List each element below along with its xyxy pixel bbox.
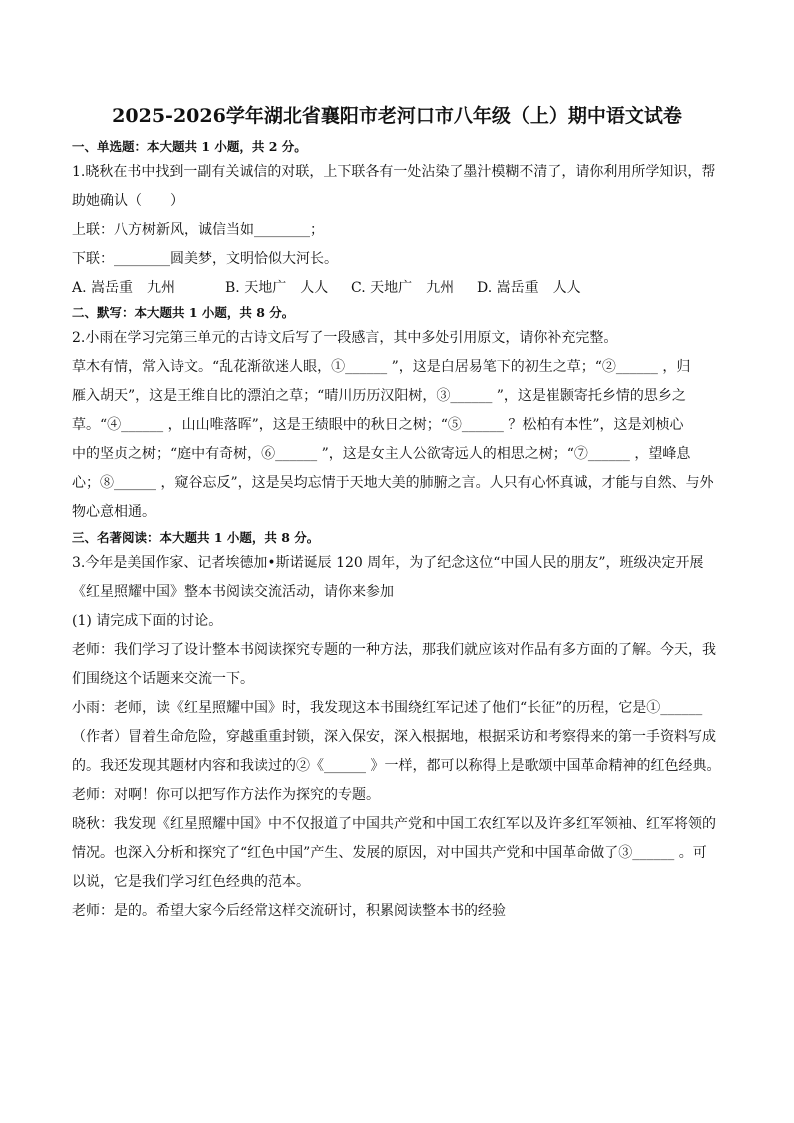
question-3-line: 3.今年是美国作家、记者埃德加•斯诺诞辰 120 周年，为了纪念这位“中国人民的朋友”，班级决定开展 [72,555,704,571]
question-2-line: 草木有情，常入诗文。“乱花渐欲迷人眼，①______ ”，这是白居易笔下的初生之草；“②______ ，归 [72,359,691,375]
section-heading-classic-reading: 三、名著阅读：本大题共 1 小题，共 8 分。 [72,530,320,545]
question-3-line: （作者）冒着生命危险，穿越重重封锁，深入保安，深入根据地，根据采访和考察得来的第一手资料写成 [72,729,716,745]
question-1-options [72,274,722,302]
question-1-stem-cont: 助她确认（ ） [72,193,184,209]
question-3-line: 小雨：老师，读《红星照耀中国》时，我发现这本书围绕红军记述了他们“长征”的历程，它是①______ [72,700,703,716]
question-3-line: 老师：我们学习了设计整本书阅读探究专题的一种方法，那我们就应该对作品有多方面的了解。今天，我 [72,642,716,658]
question-3-line: 们围绕这个话题来交流一下。 [72,671,254,687]
question-3-line: (1) 请完成下面的讨论。 [72,613,223,629]
question-2-line: 2.小雨在学习完第三单元的古诗文后写了一段感言，其中多处引用原文，请你补充完整。 [72,330,618,346]
exam-page [72,102,722,926]
question-3-line: 以说，它是我们学习红色经典的范本。 [72,874,310,890]
couplet-lower: 下联：________圆美梦，文明恰似大河长。 [72,251,338,267]
question-1-stem: 1.晓秋在书中找到一副有关诚信的对联，上下联各有一处沾染了墨汁模糊不清了，请你利用所学知识，帮 [72,164,716,180]
option-a[interactable]: A. 嵩岳重 九州 [72,280,176,296]
question-3-line: 情况。也深入分析和探究了“红色中国”产生、发展的原因，对中国共产党和中国革命做了③______ 。可 [72,845,707,861]
section-heading-single-choice: 一、单选题：本大题共 1 小题，共 2 分。 [72,139,307,154]
question-2-line: 物心意相通。 [72,504,156,520]
question-2-line: 心；⑧______ ，窥谷忘反”，这是吴均忘情于天地大美的肺腑之言。人只有心怀真诚，才能与自然、与外 [72,475,714,491]
exam-title: 2025-2026学年湖北省襄阳市老河口市八年级（上）期中语文试卷 [112,105,682,127]
question-3-line: 晓秋：我发现《红星照耀中国》中不仅报道了中国共产党和中国工农红军以及许多红军领袖、红军将领的 [72,816,716,832]
question-2-line: 中的坚贞之树；“庭中有奇树，⑥______ ”，这是女主人公欲寄远人的相思之树；“⑦______ ，望峰息 [72,446,691,462]
option-b[interactable]: B. 天地广 人人 [225,280,329,296]
question-3-line: 的。我还发现其题材内容和我读过的②《______ 》一样，都可以称得上是歌颂中国革命精神的红色经典。 [72,758,721,774]
question-2-line: 草。“④______ ，山山唯落晖”，这是王绩眼中的秋日之树；“⑤______ ？松柏有本性”，这是刘桢心 [72,417,684,433]
question-3-line: 老师：对啊！你可以把写作方法作为探究的专题。 [72,787,380,803]
couplet-upper: 上联：八方树新风，诚信当如________； [72,222,324,238]
section-heading-dictation: 二、默写：本大题共 1 小题，共 8 分。 [72,305,295,320]
option-d[interactable]: D. 嵩岳重 人人 [477,280,581,296]
question-2-line: 雁入胡天”，这是王维自比的漂泊之草；“晴川历历汉阳树，③______ ”，这是崔颢寄托乡情的思乡之 [72,388,686,404]
question-3-line: 《红星照耀中国》整本书阅读交流活动，请你来参加 [72,584,394,600]
question-3-line: 老师：是的。希望大家今后经常这样交流研讨，积累阅读整本书的经验 [72,903,506,919]
option-c[interactable]: C. 天地广 九州 [351,280,455,296]
